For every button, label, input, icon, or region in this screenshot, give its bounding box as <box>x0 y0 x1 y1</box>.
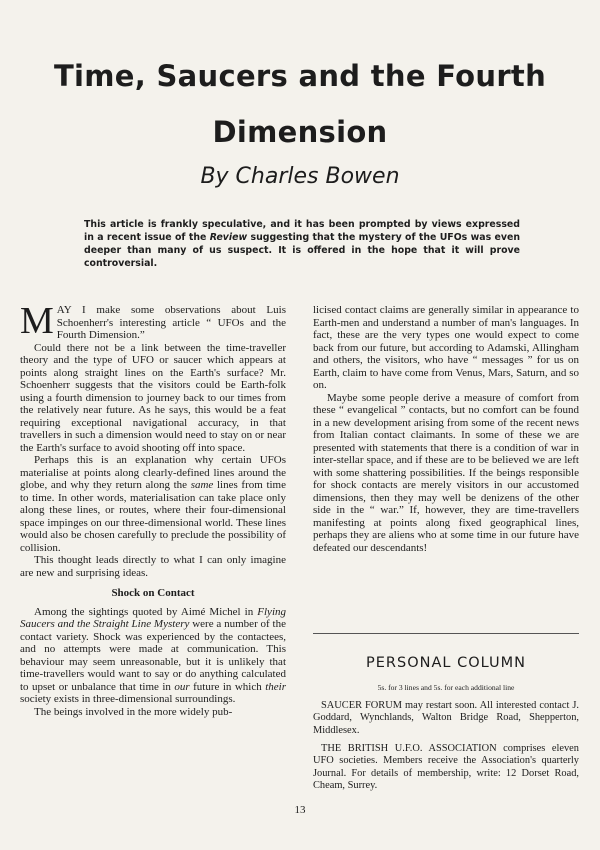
article-title <box>20 48 580 160</box>
paragraph-1 <box>20 300 286 342</box>
title-line-2: Dimension <box>212 115 388 149</box>
paragraph-1-text: AY I make some observations about Luis Schoenherr's interesting article “ UFOs and the Fourth Dimension.” <box>56 304 286 341</box>
book-title: Flying Saucers and the Straight Line Mystery <box>20 605 286 630</box>
paragraph-6-continued: licised contact claims are generally similar in appearance to Earth-men and understand a number of man's languages. In fact, these are the very types one would expect to come back from our future, but according to Adamski, Allingham and others, the visitors, who have “ messages ” for us on Earth, claim to have come from Venus, Mars, Saturn, and so on. <box>313 304 579 391</box>
paragraph-5 <box>20 606 286 706</box>
standfirst-review: Review <box>209 232 248 243</box>
column-left <box>20 300 286 718</box>
byline: By Charles Bowen <box>200 164 400 189</box>
classified-ad-bufoa: THE BRITISH U.F.O. ASSOCIATION comprises eleven UFO societies. Members receive the Association's quarterly Journal. For details of membership, write: 12 Dorset Road, Cheam, Surrey. <box>313 743 579 792</box>
paragraph-4: This thought leads directly to what I can only imagine are new and surprising ideas. <box>20 554 286 579</box>
paragraph-5-text-d: society exists in three-dimensional surroundings. <box>20 693 236 705</box>
personal-column-rates: 5s. for 3 lines and 5s. for each additional line <box>377 683 515 692</box>
column-divider <box>313 633 579 634</box>
paragraph-3-text-a: Perhaps this is an explanation why certain UFOs materialise at points along clearly-defined lines around the globe, and why they return along the <box>20 454 286 491</box>
subheading: Shock on Contact <box>111 587 195 599</box>
emphasis-same: same <box>190 479 214 491</box>
paragraph-5-text-b: were a number of the contact variety. Shock was experienced by the contactees, and no attempts were made at communication. This behaviour may seem unreasonable, but it is unlikely that time-travellers would want to say or do anything calculated to upset or unbalance that time in <box>20 618 286 693</box>
paragraph-5-text-a: Among the sightings quoted by Aimé Michel in <box>34 605 258 618</box>
classified-ad-saucer-forum: SAUCER FORUM may restart soon. All interested contact J. Goddard, Wynchlands, Walton Bridge Road, Shepperton, Middlesex. <box>313 700 579 736</box>
standfirst-text-b: suggesting that the mystery of the UFOs was even deeper than many of us suspect. It is offered in the hope that it will prove controversial. <box>84 232 520 269</box>
paragraph-7: Maybe some people derive a measure of comfort from these “ evangelical ” contacts, but no comfort can be found in a new development arising from some of the recent news from Italian contact claimants. In some of these we are presented with statements that there is a condition of war in inter-stellar space, and if these are to be believed we are left with some shattering possibilities. If the beings responsible for shock contacts are merely visitors in our accustomed dimensions, then they may well be denizens of the other side in the “ war.” If, however, they are time-travellers manifesting at points along fixed geographical lines, perhaps they are aliens who at some time in our future have defeated our descendants! <box>313 391 579 554</box>
page-number: 13 <box>294 804 306 816</box>
drop-cap: M <box>20 300 54 342</box>
emphasis-our: our <box>174 680 190 693</box>
column-right <box>313 304 579 554</box>
paragraph-3-text-b: lines from time to time. In other words, materialisation can take place only along these lines, or routes, where their four-dimensional space impinges on our three-dimensional world. These lines would also be chosen carefully to preclude the possibility of collision. <box>20 479 286 554</box>
standfirst-text-a: This article is frankly speculative, and it has been prompted by views expressed in a recent issue of the <box>84 219 520 243</box>
paragraph-6-start: The beings involved in the more widely pub- <box>34 705 233 718</box>
paragraph-2: Could there not be a link between the time-traveller theory and the type of UFO or saucer which appears at points along straight lines on the Earth's surface? Mr. Schoenherr suggests that the visitors could be Earth-folk using a fourth dimension to journey back to our times from the relatively near future. As he says, this would be a feat requiring exceptional navigational accuracy, in that travellers in such a dimension would need to stay on or near the Earth's surface to avoid shooting off into space. <box>20 341 286 454</box>
title-line-1: Time, Saucers and the Fourth <box>53 59 547 93</box>
personal-column-heading: PERSONAL COLUMN <box>366 655 526 671</box>
paragraph-3 <box>20 454 286 554</box>
standfirst <box>84 218 520 270</box>
paragraph-5-text-c: future in which <box>189 680 266 693</box>
emphasis-their: their <box>265 680 286 693</box>
